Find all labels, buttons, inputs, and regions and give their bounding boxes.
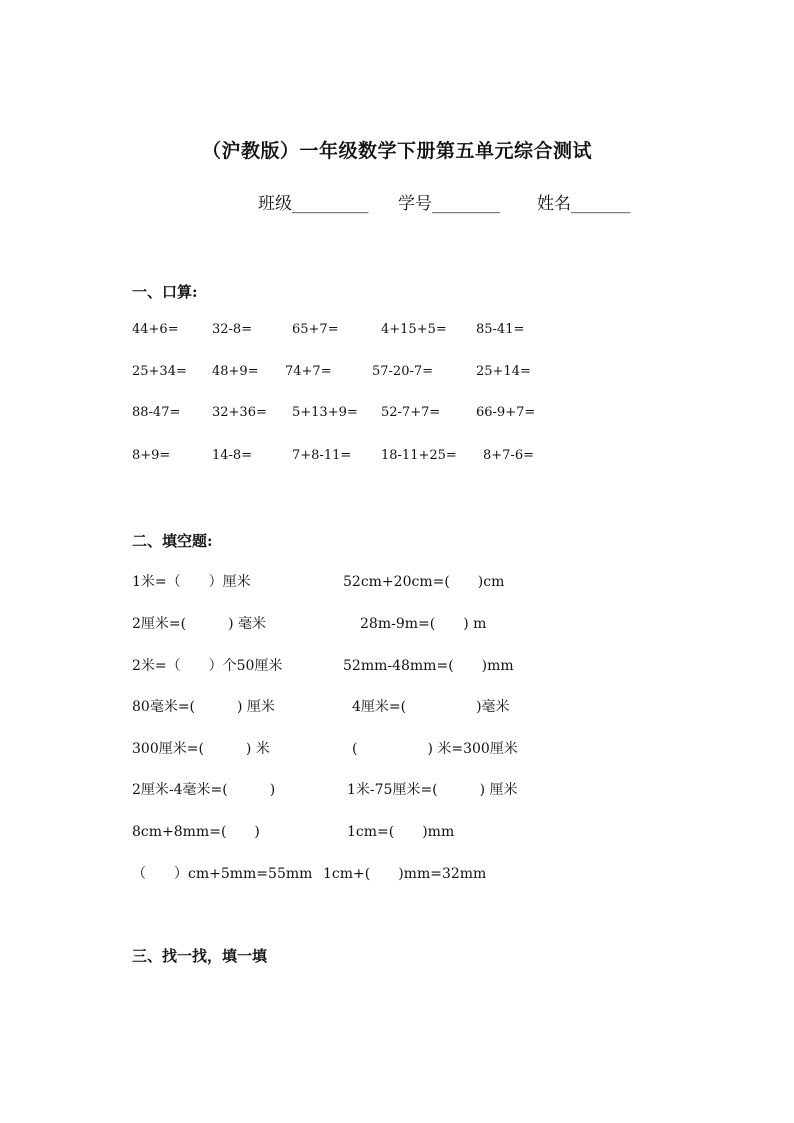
fill-row-3-right: 52mm-48mm=( )mm xyxy=(343,658,514,674)
calc-row-1-col-1: 44+6= xyxy=(132,322,179,337)
calc-row-4-col-3: 7+8-11= xyxy=(292,448,352,463)
fill-row-4-left: 80毫米=( ) 厘米 xyxy=(132,699,275,715)
page-title: （沪教版）一年级数学下册第五单元综合测试 xyxy=(201,140,592,162)
calc-row-3-col-4: 52-7+7= xyxy=(381,405,441,420)
fill-row-1-left: 1米=（ ）厘米 xyxy=(132,574,251,590)
calc-row-3-col-2: 32+36= xyxy=(212,405,267,420)
calc-row-1-col-4: 4+15+5= xyxy=(381,322,447,337)
fill-row-1-right: 52cm+20cm=( )cm xyxy=(343,574,505,590)
calc-row-1-col-5: 85-41= xyxy=(476,322,525,337)
fill-row-8-left: （ ）cm+5mm=55mm xyxy=(132,866,313,882)
section-2-heading: 二、填空题: xyxy=(132,532,213,550)
fill-row-2-right: 28m-9m=( ) m xyxy=(360,616,487,632)
fill-row-3-left: 2米=（ ）个50厘米 xyxy=(132,658,283,674)
calc-row-1-col-3: 65+7= xyxy=(292,322,339,337)
fill-row-7-right: 1cm=( )mm xyxy=(347,824,455,840)
name-field: 姓名_______ xyxy=(537,194,631,214)
calc-row-2-col-4: 57-20-7= xyxy=(372,364,434,379)
calc-row-3-col-1: 88-47= xyxy=(132,405,181,420)
calc-row-4-col-2: 14-8= xyxy=(212,448,253,463)
class-field: 班级_________ xyxy=(258,194,369,214)
calc-row-2-col-3: 74+7= xyxy=(285,364,332,379)
fill-row-6-left: 2厘米-4毫米=( ) xyxy=(132,782,276,798)
fill-row-2-left: 2厘米=( ) 毫米 xyxy=(132,616,267,632)
fill-row-5-left: 300厘米=( ) 米 xyxy=(132,741,270,757)
student-id-field: 学号________ xyxy=(398,194,500,214)
fill-row-6-right: 1米-75厘米=( ) 厘米 xyxy=(347,782,518,798)
section-1-heading: 一、口算: xyxy=(132,283,198,301)
fill-row-4-right: 4厘米=( )毫米 xyxy=(352,699,510,715)
calc-row-3-col-5: 66-9+7= xyxy=(476,405,536,420)
calc-row-1-col-2: 32-8= xyxy=(212,322,253,337)
calc-row-3-col-3: 5+13+9= xyxy=(292,405,358,420)
fill-row-7-left: 8cm+8mm=( ) xyxy=(132,824,260,840)
section-3-heading: 三、找一找，填一填 xyxy=(132,947,268,965)
calc-row-4-col-1: 8+9= xyxy=(132,448,171,463)
calc-row-2-col-5: 25+14= xyxy=(476,364,531,379)
fill-row-8-right: 1cm+( )mm=32mm xyxy=(323,866,487,882)
calc-row-2-col-1: 25+34= xyxy=(132,364,187,379)
fill-row-5-right: ( ) 米=300厘米 xyxy=(352,741,518,757)
calc-row-4-col-5: 8+7-6= xyxy=(483,448,534,463)
calc-row-2-col-2: 48+9= xyxy=(212,364,259,379)
calc-row-4-col-4: 18-11+25= xyxy=(381,448,457,463)
